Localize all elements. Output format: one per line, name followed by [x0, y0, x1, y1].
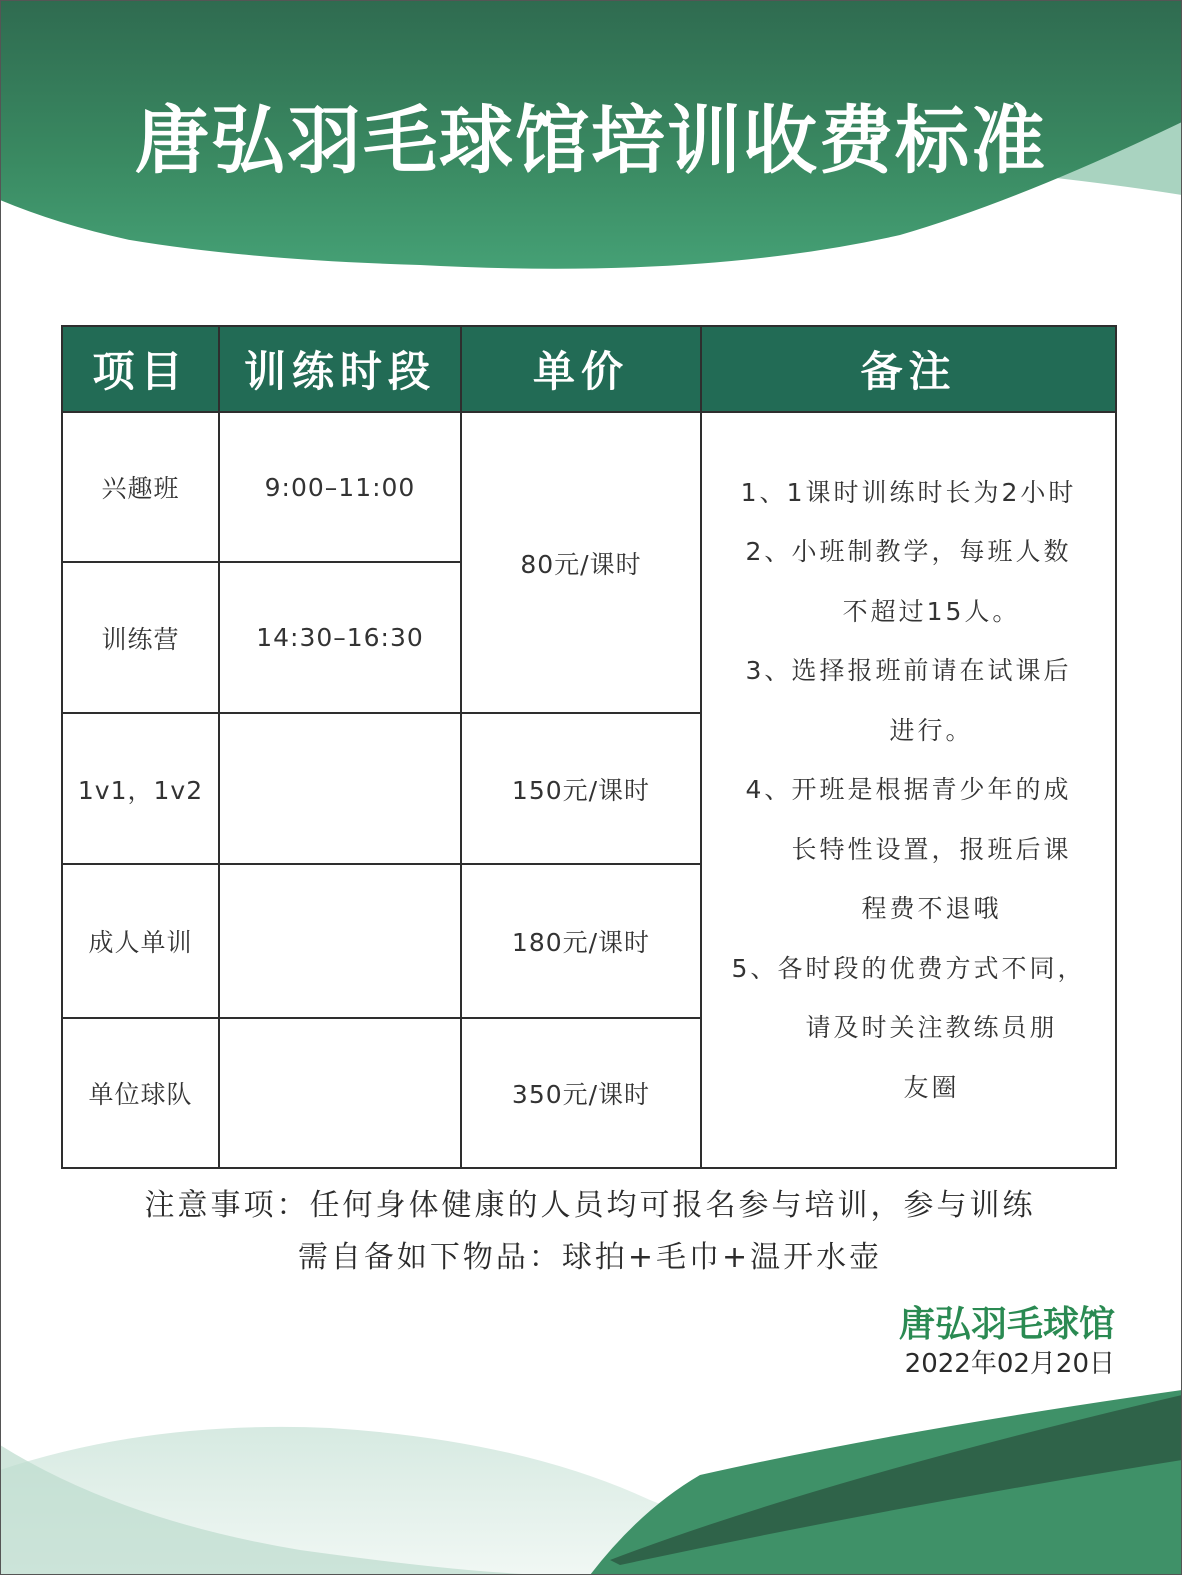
cell-time: 14:30–16:30 — [219, 562, 461, 713]
cell-time — [219, 864, 461, 1018]
note-item: 4、开班是根据青少年的成 长特性设置，报班后课 程费不退哦 — [745, 775, 1072, 924]
cell-time — [219, 1018, 461, 1168]
cell-item: 成人单训 — [62, 864, 219, 1018]
cell-item: 单位球队 — [62, 1018, 219, 1168]
column-header-time: 训练时段 — [219, 326, 461, 412]
fee-table — [61, 325, 1117, 1169]
cell-price: 350元/课时 — [461, 1018, 701, 1168]
note-item: 1、1课时训练时长为2小时 — [740, 477, 1077, 507]
cell-item: 兴趣班 — [62, 412, 219, 562]
cell-item: 训练营 — [62, 562, 219, 713]
notice-line-2: 需自备如下物品：球拍+毛巾+温开水壶 — [297, 1240, 883, 1275]
signature-name: 唐弘羽毛球馆 — [898, 1304, 1115, 1345]
note-item: 3、选择报班前请在试课后 进行。 — [745, 656, 1072, 745]
signature-date: 2022年02月20日 — [904, 1349, 1115, 1379]
note-item: 2、小班制教学，每班人数 不超过15人。 — [745, 537, 1072, 626]
cell-price: 150元/课时 — [461, 713, 701, 864]
notice-line-1: 注意事项：任何身体健康的人员均可报名参与培训，参与训练 — [144, 1188, 1036, 1223]
cell-price: 80元/课时 — [461, 412, 701, 713]
note-item: 5、各时段的优费方式不同， 请及时关注教练员朋 友圈 — [731, 953, 1086, 1102]
column-header-notes: 备注 — [701, 326, 1116, 412]
notes-cell — [701, 412, 1116, 1168]
column-header-item: 项目 — [62, 326, 219, 412]
cell-time — [219, 713, 461, 864]
table-header-row — [62, 326, 1116, 412]
notice-text — [60, 1180, 1120, 1284]
cell-time: 9:00–11:00 — [219, 412, 461, 562]
table-row — [62, 412, 1116, 562]
cell-item: 1v1，1v2 — [62, 713, 219, 864]
cell-price: 180元/课时 — [461, 864, 701, 1018]
column-header-price: 单价 — [461, 326, 701, 412]
page-title: 唐弘羽毛球馆培训收费标准 — [135, 98, 1047, 184]
